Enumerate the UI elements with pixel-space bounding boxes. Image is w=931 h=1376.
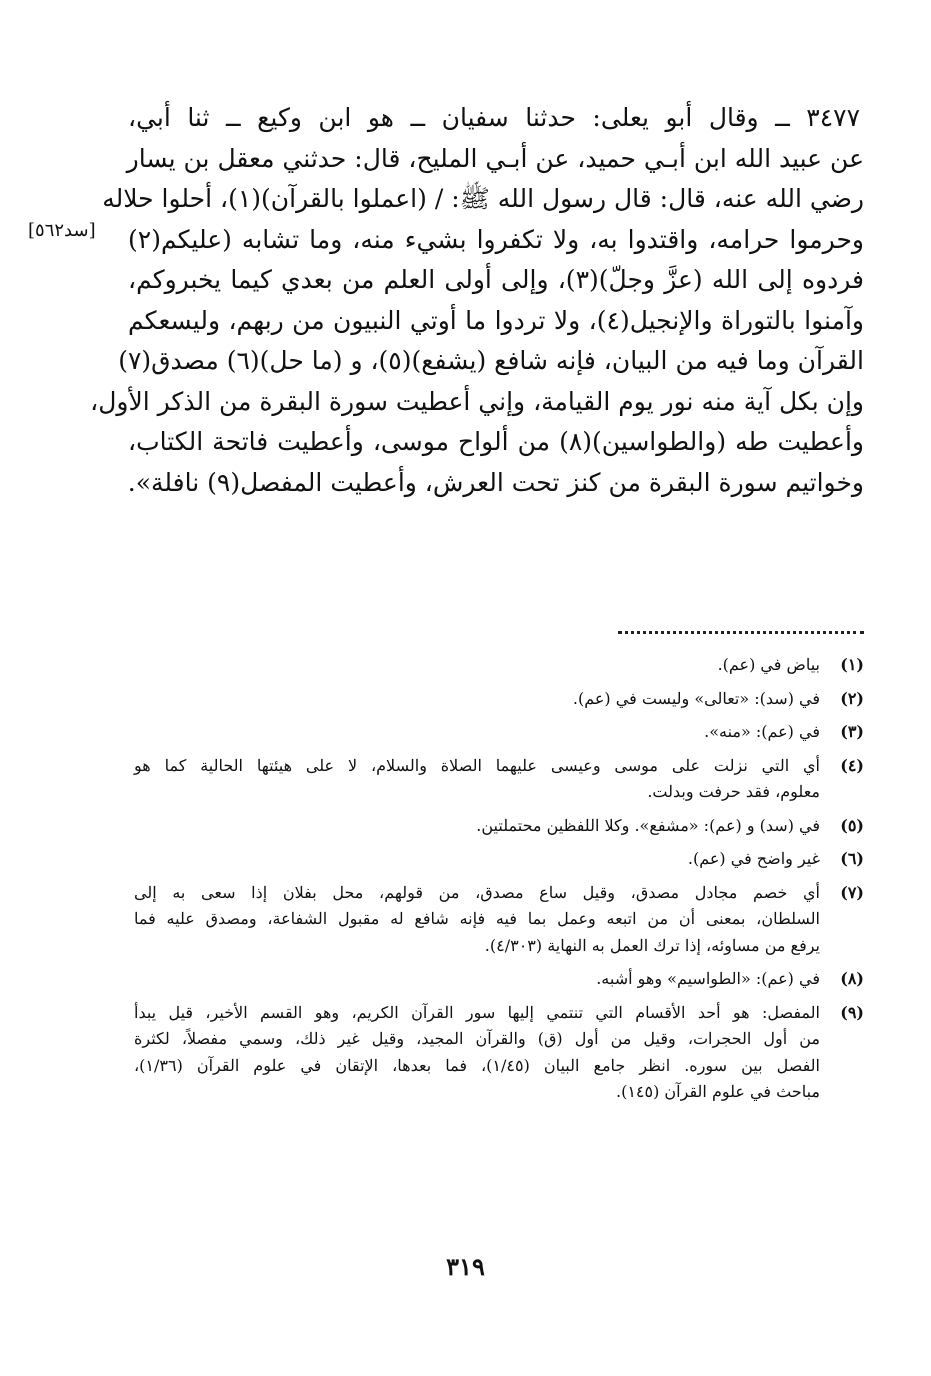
main-text-line: وآمنوا بالتوراة والإنجيل(٤)، ولا تردوا ما أوتي النبيون من ربهم، وليسعكم xyxy=(128,305,864,335)
footnote-line: السلطان، بمعنى أن من اتبعه وعمل بما فيه فإنه شافع له مقبول الشفاعة، ومصدق عليه فما xyxy=(134,909,820,928)
footnote-line: الفصل بين سوره. انظر جامع البيان (١/٤٥)، فما بعدها، الإتقان في علوم القرآن (١/٣٦)، xyxy=(134,1055,821,1075)
main-text-line: رضي الله عنه، قال: قال رسول الله ﷺ: / (اعملوا بالقرآن)(١)، أحلوا حلاله xyxy=(102,184,864,213)
footnote-line: المفصل: هو أحد الأقسام التي تنتمي إليها سور القرآن الكريم، وهو القسم الأخير، قيل يبدأ xyxy=(134,1002,820,1022)
footnote xyxy=(134,1000,864,1106)
footnote-body xyxy=(134,686,820,713)
footnote-line: في (عم): «الطواسيم» وهو أشبه. xyxy=(596,969,820,988)
footnote-body xyxy=(134,753,820,806)
manuscript-page-reference: [سد٥٦٢] xyxy=(28,220,96,241)
footnote-line: مباحث في علوم القرآن (١٤٥). xyxy=(615,1082,820,1101)
footnote-line: في (سد) و (عم): «مشفع». وكلا اللفظين محتملتين. xyxy=(476,815,820,835)
footnote-number: (٣) xyxy=(840,722,864,741)
main-text-line: وحرموا حرامه، واقتدوا به، ولا تكفروا بشيء منه، وما تشابه (عليكم(٢) xyxy=(128,224,864,254)
footnote xyxy=(134,966,864,993)
main-text-line: وخواتيم سورة البقرة من كنز تحت العرش، وأعطيت المفصل(٩) نافلة». xyxy=(127,467,864,497)
footnote xyxy=(134,846,864,873)
main-text-line: وأعطيت طه (والطواسين)(٨) من ألواح موسى، وأعطيت فاتحة الكتاب، xyxy=(128,427,864,456)
footnote xyxy=(134,686,864,713)
footnote-number: (١) xyxy=(840,655,864,674)
footnote-number: (٨) xyxy=(840,969,864,988)
footnotes xyxy=(134,652,864,1113)
page-number: ٣١٩ xyxy=(446,1252,485,1281)
footnote-line: غير واضح في (عم). xyxy=(687,849,820,868)
footnote-number: (٩) xyxy=(840,1002,864,1022)
footnote-line: بياض في (عم). xyxy=(717,655,820,674)
footnote xyxy=(134,813,864,840)
footnote-separator xyxy=(618,631,864,634)
main-text-line: وإن بكل آية منه نور يوم القيامة، وإني أعطيت سورة البقرة من الذكر الأول، xyxy=(90,386,864,416)
footnote-line: أي خصم مجادل مصدق، وقيل ساع مصدق، من قولهم، محل بفلان إذا سعى به إلى xyxy=(134,882,820,902)
footnote xyxy=(134,719,864,746)
footnote-line: معلوم، فقد حرفت وبدلت. xyxy=(647,782,820,801)
footnote-number: (٢) xyxy=(840,688,864,708)
footnote-number: (٤) xyxy=(840,755,864,775)
main-text-line: ٣٤٧٧ ــ وقال أبو يعلى: حدثنا سفيان ــ هو ابن وكيع ــ ثنا أبي، xyxy=(128,103,860,132)
footnote-body xyxy=(134,652,820,679)
main-text-line: القرآن وما فيه من البيان، فإنه شافع (يشفع)(٥)، و (ما حل)(٦) مصدق(٧) xyxy=(118,346,864,375)
footnote-body xyxy=(134,1000,820,1106)
footnote xyxy=(134,880,864,960)
footnote xyxy=(134,753,864,806)
footnote-line: في (سد): «تعالى» وليست في (عم). xyxy=(572,688,820,708)
main-text-line: عن عبيد الله ابن أبـي حميد، عن أبـي المليح، قال: حدثني معقل بن يسار xyxy=(126,143,864,173)
footnote-number: (٥) xyxy=(840,815,864,835)
footnote-number: (٧) xyxy=(840,882,864,902)
footnote-line: من أول الحجرات، وقيل من أول (ق) والقرآن المجيد، وقيل غير ذلك، وسمي مفصلاً، لكثرة xyxy=(134,1029,820,1048)
footnote xyxy=(134,652,864,679)
main-text-line: فردوه إلى الله (عزَّ وجلّ)(٣)، وإلى أولى العلم من بعدي كيما يخبروكم، xyxy=(128,265,864,294)
footnote-body xyxy=(134,880,820,960)
footnote-line: في (عم): «منه». xyxy=(704,722,820,741)
footnote-body xyxy=(134,719,820,746)
footnote-body xyxy=(134,813,820,840)
footnote-body xyxy=(134,846,820,873)
hadith-text xyxy=(90,98,864,503)
footnote-line: يرفع من مساوئه، إذا ترك العمل به النهاية (٤/٣٠٣). xyxy=(484,935,820,955)
footnote-line: أي التي نزلت على موسى وعيسى عليهما الصلاة والسلام، لا على هيئتها الحالية كما هو xyxy=(134,755,820,775)
footnote-number: (٦) xyxy=(840,849,864,868)
footnote-body xyxy=(134,966,820,993)
